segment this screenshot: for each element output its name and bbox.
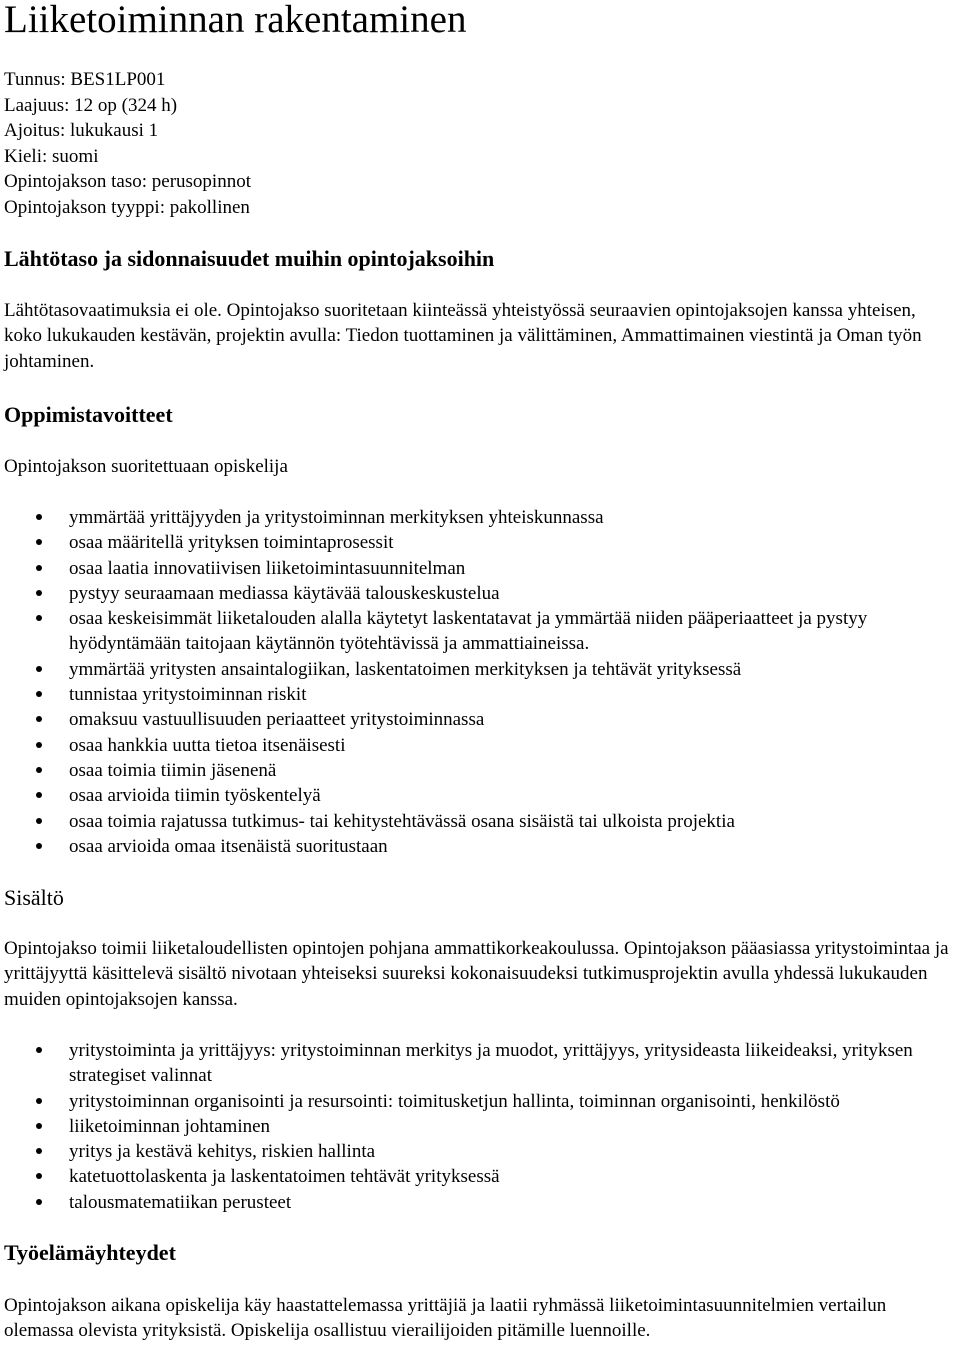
worklife-heading: Työelämäyhteydet [4,1240,176,1265]
content-list [4,1038,956,1215]
objective-item: osaa hankkia uutta tietoa itsenäisesti [4,733,956,758]
objectives-heading: Oppimistavoitteet [4,402,173,427]
prerequisites-text: Lähtötasovaatimuksia ei ole. Opintojakso suoritetaan kiinteässä yhteistyössä seuraavien opintojaksojen kanssa yhteisen, koko lukukauden kestävän, projektin avulla: Tiedon tuottaminen ja välittäminen, Ammattimainen viestintä ja Oman työn johtaminen. [4,300,922,372]
content-item: liiketoiminnan johtaminen [4,1114,956,1139]
meta-level: Opintojakson taso: perusopinnot [4,171,251,193]
page-title: Liiketoiminnan rakentaminen [4,0,467,41]
objective-item: osaa arvioida omaa itsenäistä suoritustaan [4,834,956,859]
objective-item: osaa laatia innovatiivisen liiketoimintasuunnitelman [4,556,956,581]
course-meta [4,67,251,221]
prerequisites-heading: Lähtötaso ja sidonnaisuudet muihin opintojaksoihin [4,246,495,271]
content-heading: Sisältö [4,885,64,910]
content-item: yritystoiminta ja yrittäjyys: yritystoiminnan merkitys ja muodot, yrittäjyys, yritysideasta liikeideaksi, yrityksen strategiset valinnat [4,1038,956,1089]
worklife-text: Opintojakson aikana opiskelija käy haastattelemassa yrittäjiä ja laatii ryhmässä liiketoimintasuunnitelmien vertailun olemassa olevista yrityksistä. Opiskelija osallistuu vierailijoiden pitämille luennoille. [4,1295,887,1342]
objective-item: osaa toimia rajatussa tutkimus- tai kehitystehtävässä osana sisäistä tai ulkoista projektia [4,809,956,834]
objective-item: tunnistaa yritystoiminnan riskit [4,682,956,707]
objective-item: ymmärtää yrittäjyyden ja yritystoiminnan merkityksen yhteiskunnassa [4,505,956,530]
content-item: talousmatematiikan perusteet [4,1190,956,1215]
content-item: katetuottolaskenta ja laskentatoimen tehtävät yrityksessä [4,1164,956,1189]
objective-item: ymmärtää yritysten ansaintalogiikan, laskentatoimen merkityksen ja tehtävät yrityksessä [4,657,956,682]
objective-item: osaa keskeisimmät liiketalouden alalla käytetyt laskentatavat ja ymmärtää niiden pääperiaatteet ja pystyy hyödyntämään taitojaan käytännön työtehtävissä ja ammattiaineissa. [4,606,956,657]
content-text: Opintojakso toimii liiketaloudellisten opintojen pohjana ammattikorkeakoulussa. Opintojakson pääasiassa yritystoimintaa ja yrittäjyyttä käsittelevä sisältö nivotaan yhteiseksi suureksi kokonaisuudeksi tutkimusprojektin avulla yhdessä lukukauden muiden opintojaksojen kanssa. [4,938,949,1010]
meta-scope: Laajuus: 12 op (324 h) [4,94,178,116]
objective-item: osaa määritellä yrityksen toimintaprosessit [4,530,956,555]
objective-item: osaa toimia tiimin jäsenenä [4,758,956,783]
objective-item: omaksuu vastuullisuuden periaatteet yritystoiminnassa [4,707,956,732]
objective-item: pystyy seuraamaan mediassa käytävää talouskeskustelua [4,581,956,606]
meta-language: Kieli: suomi [4,145,99,167]
objectives-list [4,505,956,859]
objectives-intro: Opintojakson suoritettuaan opiskelija [4,456,288,477]
objective-item: osaa arvioida tiimin työskentelyä [4,783,956,808]
meta-type: Opintojakson tyyppi: pakollinen [4,196,250,218]
content-item: yritys ja kestävä kehitys, riskien hallinta [4,1139,956,1164]
meta-code: Tunnus: BES1LP001 [4,69,166,90]
meta-timing: Ajoitus: lukukausi 1 [4,120,159,142]
content-item: yritystoiminnan organisointi ja resursointi: toimitusketjun hallinta, toiminnan organisointi, henkilöstö [4,1089,956,1114]
